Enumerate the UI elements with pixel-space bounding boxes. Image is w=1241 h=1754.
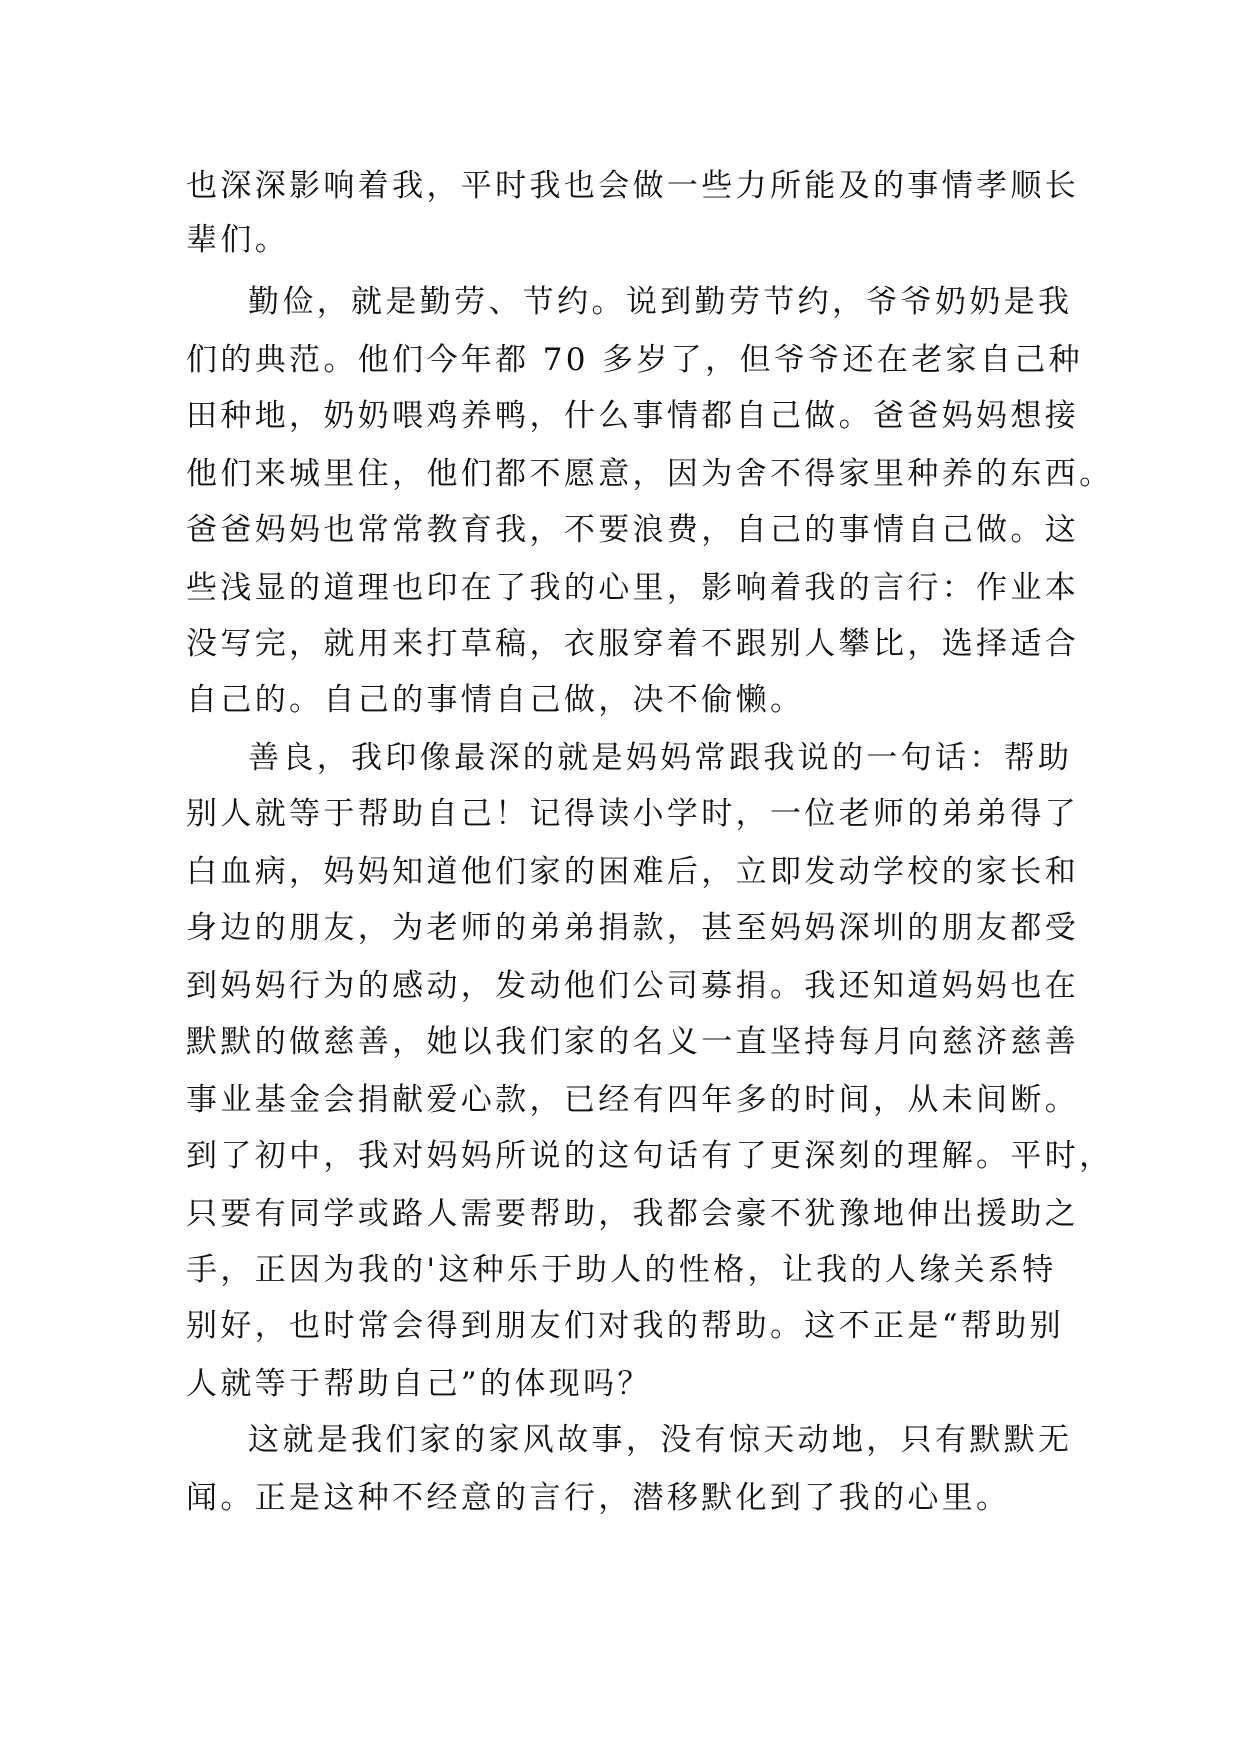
- text-line: 只要有同学或路人需要帮助，我都会豪不犹豫地伸出援助之: [186, 1196, 1080, 1232]
- text-line: 也深深影响着我，平时我也会做一些力所能及的事情孝顺长: [186, 168, 1080, 204]
- text-line: 爸爸妈妈也常常教育我，不要浪费，自己的事情自己做。这: [186, 512, 1080, 548]
- text-line: 别人就等于帮助自己！记得读小学时，一位老师的弟弟得了: [186, 796, 1080, 832]
- text-line: 身边的朋友，为老师的弟弟捐款，甚至妈妈深圳的朋友都受: [186, 910, 1080, 946]
- text-line: 闻。正是这种不经意的言行，潜移默化到了我的心里。: [186, 1480, 1011, 1516]
- text-line: 自己的。自己的事情自己做，决不偷懒。: [186, 682, 805, 718]
- text-line: 到妈妈行为的感动，发动他们公司募捐。我还知道妈妈也在: [186, 968, 1080, 1004]
- text-line: 田种地，奶奶喂鸡养鸭，什么事情都自己做。爸爸妈妈想接: [186, 398, 1080, 434]
- text-line: 到了初中，我对妈妈所说的这句话有了更深刻的理解。平时，: [186, 1138, 1114, 1174]
- text-line: 他们来城里住，他们都不愿意，因为舍不得家里种养的东西。: [186, 456, 1114, 492]
- text-line: 些浅显的道理也印在了我的心里，影响着我的言行：作业本: [186, 570, 1080, 606]
- text-line: 事业基金会捐献爱心款，已经有四年多的时间，从未间断。: [186, 1082, 1080, 1118]
- text-line: 没写完，就用来打草稿，衣服穿着不跟别人攀比，选择适合: [186, 626, 1080, 662]
- paragraph-start-line: 这就是我们家的家风故事，没有惊天动地，只有默默无: [248, 1422, 1073, 1458]
- text-line: 默默的做慈善，她以我们家的名义一直坚持每月向慈济慈善: [186, 1024, 1080, 1060]
- text-line: 手，正因为我的'这种乐于助人的性格，让我的人缘关系特: [186, 1252, 1057, 1288]
- text-line: 白血病，妈妈知道他们家的困难后，立即发动学校的家长和: [186, 854, 1080, 890]
- paragraph-start-line: 善良，我印像最深的就是妈妈常跟我说的一句话：帮助: [248, 740, 1073, 776]
- text-line: 辈们。: [186, 222, 290, 258]
- text-line: 人就等于帮助自己”的体现吗？: [186, 1366, 652, 1402]
- text-line: 们的典范。他们今年都 70 多岁了，但爷爷还在老家自己种: [186, 342, 1083, 378]
- text-line: 别好，也时常会得到朋友们对我的帮助。这不正是“帮助别: [186, 1308, 1064, 1344]
- paragraph-start-line: 勤俭，就是勤劳、节约。说到勤劳节约，爷爷奶奶是我: [248, 284, 1073, 320]
